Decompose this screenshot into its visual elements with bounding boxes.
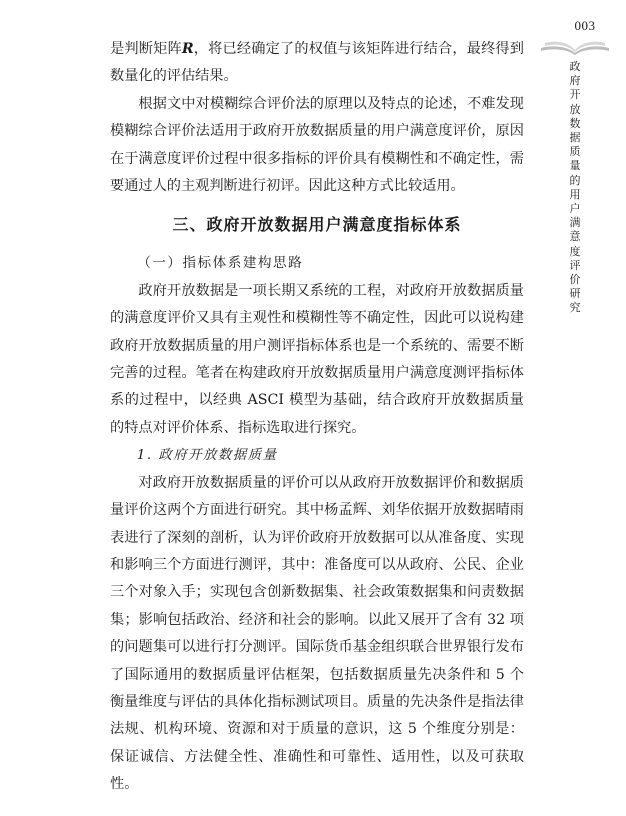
paragraph-3: 政府开放数据是一项长期又系统的工程，对政府开放数据质量的满意度评价又具有主观性和模糊性等不确定性，因此可以说构建政府开放数据质量的用户测评指标体系也是一个系统的、需要不断完善的过程。笔者在构建政府开放数据质量用户满意度测评指标体系的过程中，以经典 ASCI 模型为基础，结合政府开放数据质量的特点对评价体系、指标选取进行探究。 bbox=[110, 282, 524, 436]
paragraph-1 bbox=[110, 36, 524, 91]
paragraph-1-before: 是判断矩阵 bbox=[110, 41, 182, 57]
paragraph-4: 对政府开放数据质量的评价可以从政府开放数据评价和数据质量评价这两个方面进行研究。其中杨孟辉、刘华依据开放数据晴雨表进行了深刻的剖析，认为评价政府开放数据可以从准备度、实现和影响三个方面进行测评，其中：准备度可以从政府、公民、企业三个对象入手；实现包含创新数据集、社会政策数据集和问责数据集；影响包括政治、经济和社会的影响。以此又展开了含有 32 项的问题集可以进行打分测评。国际货币基金组织联合世界银行发布了国际通用的数据质量评估框架，包括数据质量先决条件和 5 个衡量维度与评估的具体化指标测试项目。质量的先决条件是指法律法规、机构环境、资源和对于质量的意识，这 5 个维度分别是：保证诚信、方法健全性、准确性和可靠性、适用性，以及可获取性。 bbox=[110, 474, 524, 793]
running-title: 政府开放数据质量的用户满意度评价研究 bbox=[569, 60, 581, 315]
open-book-icon bbox=[539, 36, 611, 56]
minor-heading: 1. 政府开放数据质量 bbox=[136, 448, 278, 464]
page-body bbox=[110, 36, 524, 799]
page-number: 003 bbox=[574, 18, 596, 33]
section-title: 三、政府开放数据用户满意度指标体系 bbox=[172, 215, 462, 235]
paragraph-1-after: ，将已经确定了的权值与该矩阵进行结合，最终得到数量化的评估结果。 bbox=[110, 41, 524, 85]
matrix-symbol: R bbox=[181, 41, 194, 57]
paragraph-2: 根据文中对模糊综合评价法的原理以及特点的论述，不难发现模糊综合评价法适用于政府开放数据质量的用户满意度评价，原因在于满意度评价过程中很多指标的评价具有模糊性和不确定性，需要通过人的主观判断进行初评。因此这种方式比较适用。 bbox=[110, 95, 524, 195]
sub-heading: （一）指标体系建构思路 bbox=[137, 255, 304, 272]
